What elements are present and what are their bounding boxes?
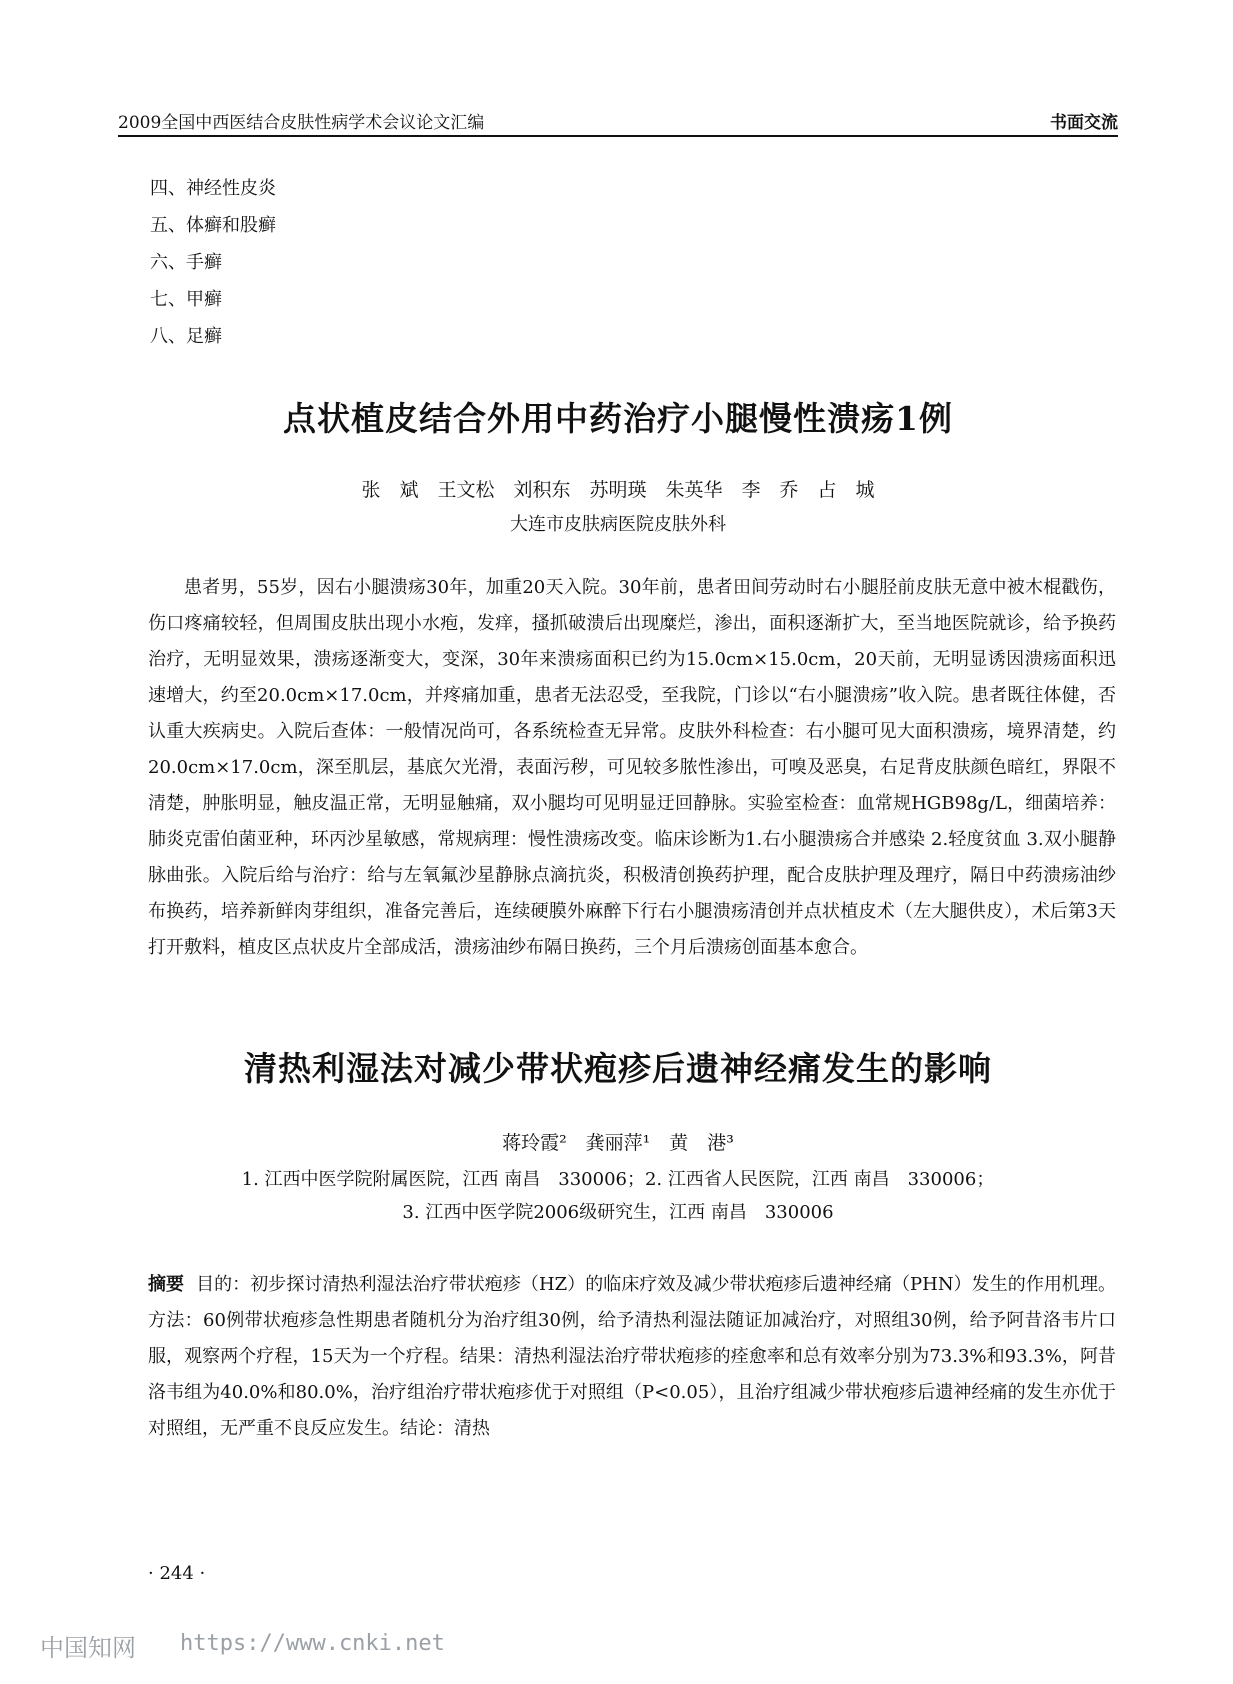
article2-title: 清热利湿法对减少带状疱疹后遗神经痛发生的影响 [244, 1049, 992, 1088]
cnki-logo: 中国知网 [40, 1634, 136, 1662]
list-item: 五、体癣和股癣 [150, 215, 276, 236]
running-header [118, 104, 1118, 134]
disease-list [150, 170, 276, 355]
list-item: 七、甲癣 [150, 289, 222, 310]
list-item: 六、手癣 [150, 252, 222, 273]
abstract-text: 目的：初步探讨清热利湿法治疗带状疱疹（HZ）的临床疗效及减少带状疱疹后遗神经痛（PHN）发生的作用机理。方法：60例带状疱疹急性期患者随机分为治疗组30例，给予清热利湿法随证加减治疗，对照组30例，给予阿昔洛韦片口服，观察两个疗程，15天为一个疗程。结果：清热利湿法治疗带状疱疹的痊愈率和总有效率分别为73.3%和93.3%，阿昔洛韦组为40.0%和80.0%，治疗组治疗带状疱疹优于对照组（P<0.05），且治疗组减少带状疱疹后遗神经痛的发生亦优于对照组，无严重不良反应发生。结论：清热 [148, 1274, 1116, 1439]
list-item: 八、足癣 [150, 326, 222, 347]
abstract-label: 摘要 [148, 1274, 185, 1295]
article1-affiliation: 大连市皮肤病医院皮肤外科 [510, 514, 726, 535]
article2-affiliation-line1: 1. 江西中医学院附属医院，江西 南昌 330006；2. 江西省人民医院，江西 南昌 330006； [241, 1169, 995, 1190]
header-rule [118, 135, 1118, 137]
article1-authors: 张 斌 王文松 刘积东 苏明瑛 朱英华 李 乔 占 城 [361, 479, 875, 501]
article1-body: 患者男，55岁，因右小腿溃疡30年，加重20天入院。30年前，患者田间劳动时右小腿胫前皮肤无意中被木棍戳伤，伤口疼痛较轻，但周围皮肤出现小水疱，发痒，搔抓破溃后出现糜烂，渗出，面积逐渐扩大，至当地医院就诊，给予换药治疗，无明显效果，溃疡逐渐变大，变深，30年来溃疡面积已约为15.0cm×15.0cm，20天前，无明显诱因溃疡面积迅速增大，约至20.0cm×17.0cm，并疼痛加重，患者无法忍受，至我院，门诊以“右小腿溃疡”收入院。患者既往体健，否认重大疾病史。入院后查体：一般情况尚可，各系统检查无异常。皮肤外科检查：右小腿可见大面积溃疡，境界清楚，约20.0cm×17.0cm，深至肌层，基底欠光滑，表面污秽，可见较多脓性渗出，可嗅及恶臭，右足背皮肤颜色暗红，界限不清楚，肿胀明显，触皮温正常，无明显触痛，双小腿均可见明显迂回静脉。实验室检查：血常规HGB98g/L，细菌培养：肺炎克雷伯菌亚种，环丙沙星敏感，常规病理：慢性溃疡改变。临床诊断为1.右小腿溃疡合并感染 2.轻度贫血 3.双小腿静脉曲张。入院后给与治疗：给与左氧氟沙星静脉点滴抗炎，积极清创换药护理，配合皮肤护理及理疗，隔日中药溃疡油纱布换药，培养新鲜肉芽组织，准备完善后，连续硬膜外麻醉下行右小腿溃疡清创并点状植皮术（左大腿供皮），术后第3天打开敷料，植皮区点状皮片全部成活，溃疡油纱布隔日换药，三个月后溃疡创面基本愈合。 [148, 577, 1116, 958]
header-journal-title: 2009全国中西医结合皮肤性病学术会议论文汇编 [118, 113, 485, 133]
header-section-label: 书面交流 [1050, 113, 1118, 133]
article2-abstract [148, 1267, 1116, 1447]
page-number: · 244 · [148, 1563, 206, 1584]
cnki-url[interactable]: https://www.cnki.net [180, 1631, 445, 1656]
list-item: 四、神经性皮炎 [150, 178, 276, 199]
article2-authors: 蒋玲霞² 龚丽萍¹ 黄 港³ [502, 1132, 734, 1154]
article1-title: 点状植皮结合外用中药治疗小腿慢性溃疡1例 [283, 399, 953, 438]
article2-affiliation-line2: 3. 江西中医学院2006级研究生，江西 南昌 330006 [402, 1202, 834, 1223]
